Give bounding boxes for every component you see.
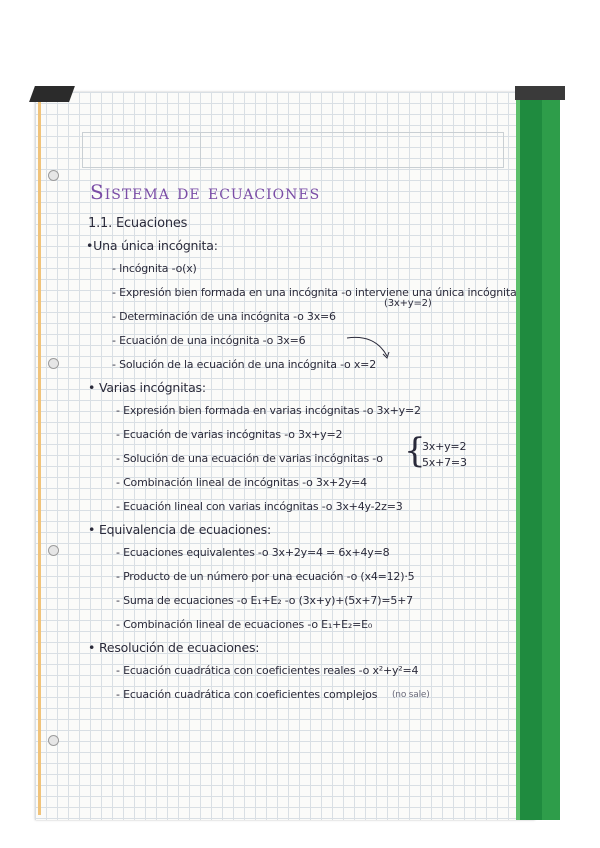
- list-item: - Ecuaciones equivalentes -o 3x+2y=4 = 6x+4y=8: [116, 546, 390, 559]
- list-item: - Ecuación cuadrática con coeficientes reales -o x²+y²=4: [116, 664, 419, 677]
- page-corner-left: [29, 86, 75, 102]
- list-item: - Ecuación cuadrática con coeficientes complejos: [116, 688, 378, 701]
- list-item: - Combinación lineal de incógnitas -o 3x+2y=4: [116, 476, 367, 489]
- green-tab: [520, 92, 542, 820]
- header-box: [82, 132, 504, 168]
- system-brace: {: [404, 431, 426, 471]
- list-item: - Expresión bien formada en varias incógnitas -o 3x+y=2: [116, 404, 421, 417]
- margin-line: [38, 95, 41, 815]
- list-item: - Solución de una ecuación de varias incógnitas -o: [116, 452, 383, 465]
- group-heading: • Resolución de ecuaciones:: [88, 640, 260, 655]
- system-equation: 5x+7=3: [422, 456, 467, 469]
- group-heading: • Varias incógnitas:: [88, 380, 206, 395]
- list-item: - Combinación lineal de ecuaciones -o E₁+E₂=E₀: [116, 618, 373, 631]
- binder-hole-icon: [48, 545, 59, 556]
- list-item: - Suma de ecuaciones -o E₁+E₂ -o (3x+y)+(5x+7)=5+7: [116, 594, 413, 607]
- group-heading: •Una única incógnita:: [86, 238, 218, 253]
- list-item: - Ecuación lineal con varias incógnitas -o 3x+4y-2z=3: [116, 500, 403, 513]
- header-box-divider: [200, 132, 201, 166]
- list-item: - Expresión bien formada en una incógnita -o interviene una única incógnita: [112, 286, 517, 299]
- annotation: (3x+y=2): [384, 298, 432, 309]
- binder-hole-icon: [48, 170, 59, 181]
- annotation: (no sale): [392, 690, 430, 700]
- group-heading: • Equivalencia de ecuaciones:: [88, 522, 271, 537]
- binder-hole-icon: [48, 358, 59, 369]
- list-item: - Ecuación de varias incógnitas -o 3x+y=2: [116, 428, 343, 441]
- system-equation: 3x+y=2: [422, 440, 467, 453]
- page-title: Sistema de ecuaciones: [90, 180, 321, 204]
- green-tab-shadow: [542, 92, 560, 820]
- page-corner-right: [515, 86, 565, 100]
- list-item: - Producto de un número por una ecuación -o (x4=12)·5: [116, 570, 415, 583]
- list-item: - Solución de la ecuación de una incógnita -o x=2: [112, 358, 376, 371]
- section-heading: 1.1. Ecuaciones: [88, 216, 188, 231]
- binder-hole-icon: [48, 735, 59, 746]
- list-item: - Incógnita -o(x): [112, 262, 197, 275]
- list-item: - Determinación de una incógnita -o 3x=6: [112, 310, 336, 323]
- list-item: - Ecuación de una incógnita -o 3x=6: [112, 334, 306, 347]
